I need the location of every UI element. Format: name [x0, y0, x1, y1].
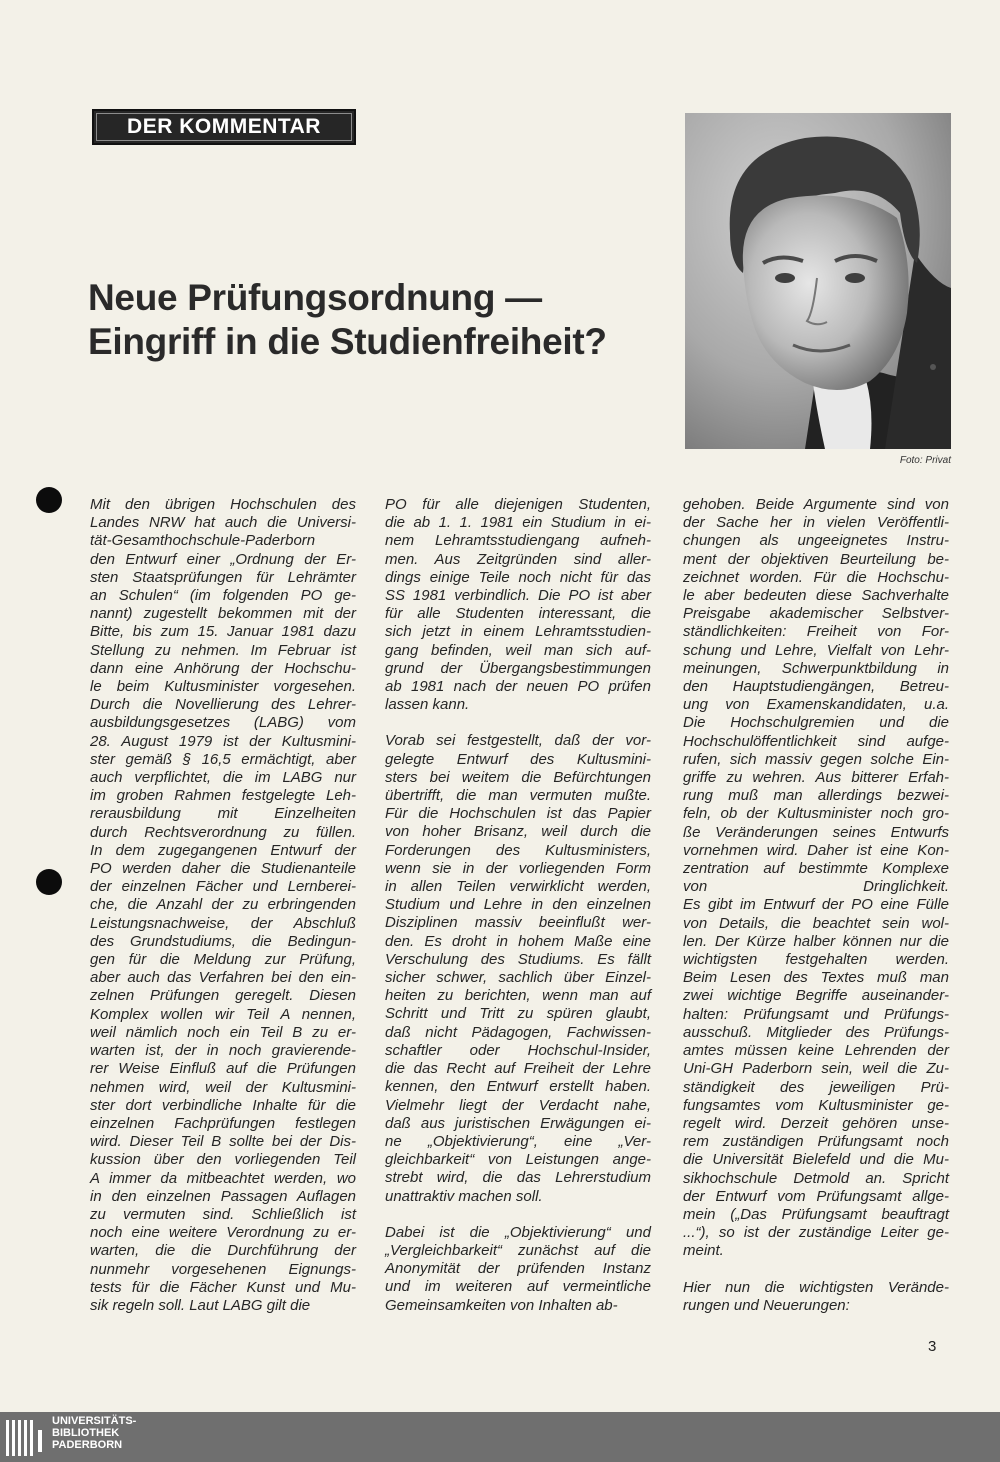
- article-text-line: durch Rechtsverordnung zu füllen.: [90, 823, 356, 841]
- library-logo-icon: [6, 1418, 46, 1458]
- article-text-line: fungsamtes vom Kultusminister ge-: [683, 1096, 949, 1114]
- article-text-line: Verschulung des Studiums. Es fällt: [385, 950, 651, 968]
- article-column-3: [683, 496, 949, 1315]
- article-text-line: Disziplinen massiv beeinflußt wer-: [385, 914, 651, 932]
- article-text-line: sters bei weitem die Befürchtungen: [385, 768, 651, 786]
- article-text-line: dings einige Teile noch nicht für das: [385, 568, 651, 586]
- article-text-line: strebt wird, die das Lehrerstudium: [385, 1169, 651, 1187]
- article-text-line: kennen, den Entwurf erstellt haben.: [385, 1078, 651, 1096]
- article-text-line: Für die Hochschulen ist das Papier: [385, 805, 651, 823]
- article-text-line: „Vergleichbarkeit“ zunächst auf die: [385, 1241, 651, 1259]
- article-text-line: und im weiteren auf vermeintliche: [385, 1278, 651, 1296]
- library-logo-text: [52, 1415, 136, 1451]
- article-text-line: Stellung zu nehmen. Im Februar ist: [90, 641, 356, 659]
- article-text-line: der einzelnen Fächer und Lernberei-: [90, 878, 356, 896]
- article-text-line: an Schulen“ (im folgenden PO ge-: [90, 587, 356, 605]
- article-text-line: unattraktiv machen soll.: [385, 1187, 543, 1205]
- article-column-2: [385, 496, 651, 1315]
- article-text-line: regelt wird. Derzeit gehören unse-: [683, 1114, 949, 1132]
- article-text-line: grund der Übergangsbestimmungen: [385, 659, 651, 677]
- article-text-line: le aber bedeuten diese Sachverhalte: [683, 587, 949, 605]
- article-text-line: rungen und Neuerungen:: [683, 1296, 850, 1314]
- article-text-line: Vielmehr liegt der Verdacht nahe,: [385, 1096, 651, 1114]
- article-text-line: gehoben. Beide Argumente sind von: [683, 496, 949, 513]
- article-text-line: wird. Dieser Teil B sollte bei der Dis-: [90, 1133, 356, 1151]
- article-text-line: ung von Examenskandidaten, u.a.: [683, 696, 949, 714]
- article-text-line: 28. August 1979 ist der Kultusmini-: [90, 732, 356, 750]
- library-logo-line: UNIVERSITÄTS-: [52, 1415, 137, 1427]
- article-text-line: len. Der Kürze halber können nur die: [683, 932, 949, 950]
- article-text-line: tät-Gesamthochschule-Paderborn: [90, 532, 316, 550]
- article-text-line: der Sache her in vielen Veröffentli-: [683, 514, 949, 532]
- library-footer-bar: [0, 1412, 1000, 1462]
- article-text-line: Vorab sei festgestellt, daß der vor-: [385, 732, 651, 750]
- article-text-line: die ab 1. 1. 1981 ein Studium in ei-: [385, 514, 651, 532]
- article-text-line: A immer da mitbeachtet werden, wo: [90, 1169, 356, 1187]
- article-text-line: nem Lehramtsstudiengang aufneh-: [385, 532, 651, 550]
- article-text-line: im groben Rahmen festgelegte Leh-: [90, 787, 356, 805]
- article-text-line: Preisgabe akademischer Selbstver-: [683, 605, 949, 623]
- article-text-line: zu vermuten sind. Schließlich ist: [90, 1205, 356, 1223]
- article-text-line: den Hauptstudiengängen, Betreu-: [683, 678, 949, 696]
- author-portrait-photo: [685, 113, 951, 449]
- article-text-line: zentration auf bestimmte Komplexe: [683, 860, 949, 878]
- article-text-line: PO für alle diejenigen Studenten,: [385, 496, 651, 513]
- article-text-line: le beim Kultusminister vorgesehen.: [90, 678, 356, 696]
- article-text-line: mein („Das Prüfungsamt beauftragt: [683, 1205, 949, 1223]
- paragraph-gap: [683, 1261, 949, 1279]
- article-text-line: PO werden daher die Studienanteile: [90, 860, 356, 878]
- article-text-line: men. Aus Zeitgründen sind aller-: [385, 550, 651, 568]
- article-text-line: die Universität Bielefeld und die Mu-: [683, 1151, 949, 1169]
- article-text-line: von Dringlichkeit.: [683, 878, 949, 896]
- article-text-line: sikhochschule Detmold an. Spricht: [683, 1169, 949, 1187]
- article-text-line: noch eine weitere Verordnung zu er-: [90, 1224, 356, 1242]
- article-text-line: dann eine Anhörung der Hochschu-: [90, 659, 356, 677]
- article-text-line: ab 1981 nach der neuen PO prüfen: [385, 678, 651, 696]
- article-text-line: wenn sie in der vorliegenden Form: [385, 859, 651, 877]
- article-text-line: zwei wichtige Begriffe auseinander-: [683, 987, 949, 1005]
- article-text-line: ne „Objektivierung“, eine „Ver-: [385, 1132, 651, 1150]
- article-text-line: in allen Teilen verwirklicht werden,: [385, 878, 651, 896]
- article-text-line: schaftler oder Hochschul-Insider,: [385, 1041, 651, 1059]
- article-text-line: gen für die Meldung zur Prüfung,: [90, 951, 356, 969]
- article-text-line: nehmen wird, weil der Kultusmini-: [90, 1078, 356, 1096]
- article-text-line: daß aus juristischen Erwägungen ei-: [385, 1114, 651, 1132]
- article-text-line: übertrifft, die man vermuten mußte.: [385, 787, 651, 805]
- article-text-line: Bitte, bis zum 15. Januar 1981 dazu: [90, 623, 356, 641]
- article-text-line: nannt) zugestellt bekommen mit der: [90, 605, 356, 623]
- article-text-line: griffe zu wehren. Aus bitterer Erfah-: [683, 769, 949, 787]
- article-text-line: rufen, sich massiv gegen solche Ein-: [683, 750, 949, 768]
- article-text-line: auch verpflichtet, die im LABG nur: [90, 769, 356, 787]
- article-text-line: schung und Lehre, Vielfalt von Lehr-: [683, 641, 949, 659]
- article-text-line: ausbildungsgesetzes (LABG) vom: [90, 714, 356, 732]
- article-text-line: SS 1981 verbindlich. Die PO ist aber: [385, 587, 651, 605]
- article-text-line: chungen als ungeeignetes Instru-: [683, 532, 949, 550]
- article-text-line: warten, die die Durchführung der: [90, 1242, 356, 1260]
- article-text-line: daß nicht Pädagogen, Fachwissen-: [385, 1023, 651, 1041]
- article-text-line: Durch die Novellierung des Lehrer-: [90, 696, 356, 714]
- article-text-line: ständigkeit des jeweiligen Prü-: [683, 1078, 949, 1096]
- article-text-line: einzelnen Fachprüfungen festlegen: [90, 1114, 356, 1132]
- article-text-line: Schritt und Tritt zu spüren glaubt,: [385, 1005, 651, 1023]
- article-text-line: ständlichkeiten: Freiheit von For-: [683, 623, 949, 641]
- article-text-line: zeichnet worden. Für die Hochschu-: [683, 568, 949, 586]
- article-text-line: vornehmen wird. Daher ist eine Kon-: [683, 841, 949, 859]
- article-text-line: ...“), so ist der zuständige Leiter ge-: [683, 1224, 949, 1242]
- paragraph-gap: [385, 714, 651, 732]
- article-text-line: für alle Studenten interessant, die: [385, 605, 651, 623]
- section-kicker: [92, 109, 356, 145]
- article-text-line: warten ist, der in noch gravierende-: [90, 1042, 356, 1060]
- article-text-line: von Details, die beachtet sein wol-: [683, 914, 949, 932]
- article-text-line: Beim Lesen des Textes muß man: [683, 969, 949, 987]
- article-text-line: feln, ob der Kultusminister noch gro-: [683, 805, 949, 823]
- photo-caption: Foto: Privat: [899, 455, 951, 466]
- library-logo-line: BIBLIOTHEK: [52, 1427, 120, 1439]
- article-text-line: von hoher Brisanz, weil durch die: [385, 823, 651, 841]
- page-number: 3: [928, 1338, 937, 1355]
- article-text-line: den. Es droht in hohem Maße eine: [385, 932, 651, 950]
- article-text-line: ausschuß. Mitglieder des Prüfungs-: [683, 1023, 949, 1041]
- article-text-line: Hochschulöffentlichkeit sind aufge-: [683, 732, 949, 750]
- article-text-line: meint.: [683, 1242, 724, 1260]
- article-text-line: ster dort verbindliche Inhalte für die: [90, 1096, 356, 1114]
- article-text-line: sich jetzt in einem Lehramtsstudien-: [385, 623, 651, 641]
- article-text-line: halten: Prüfungsamt und Prüfungs-: [683, 1005, 949, 1023]
- article-text-line: Dabei ist die „Objektivierung“ und: [385, 1223, 651, 1241]
- article-text-line: gleichbarkeit“ von Leistungen ange-: [385, 1151, 651, 1169]
- article-text-line: Forderungen des Kultusministers,: [385, 841, 651, 859]
- punch-hole: [36, 487, 62, 513]
- article-text-line: meinungen, Schwerpunktbildung in: [683, 659, 949, 677]
- article-text-line: kussion über den vorliegenden Teil: [90, 1151, 356, 1169]
- article-text-line: sicher schwer, sachlich über Einzel-: [385, 969, 651, 987]
- article-text-line: Landes NRW hat auch die Universi-: [90, 514, 356, 532]
- article-text-line: gelegte Entwurf des Kultusmini-: [385, 750, 651, 768]
- article-text-line: Hier nun die wichtigsten Verände-: [683, 1278, 949, 1296]
- article-text-line: Gemeinsamkeiten von Inhalten ab-: [385, 1296, 618, 1314]
- article-text-line: Leistungsnachweise, der Abschluß: [90, 914, 356, 932]
- article-text-line: aber auch das Verfahren bei den ein-: [90, 969, 356, 987]
- article-text-line: gang befinden, weil man sich auf-: [385, 641, 651, 659]
- headline: [88, 276, 678, 364]
- article-text-line: rem zuständigen Prüfungsamt noch: [683, 1133, 949, 1151]
- article-text-line: zelnen Prüfungen geregelt. Diesen: [90, 987, 356, 1005]
- article-text-line: sik regeln soll. Laut LABG gilt die: [90, 1296, 311, 1314]
- article-text-line: ße Veränderungen seines Entwurfs: [683, 823, 949, 841]
- article-text-line: Anonymität der prüfenden Instanz: [385, 1260, 651, 1278]
- article-text-line: In dem zugegangenen Entwurf der: [90, 841, 356, 859]
- article-text-line: der Entwurf vom Prüfungsamt allge-: [683, 1187, 949, 1205]
- article-text-line: Die Hochschulgremien und die: [683, 714, 949, 732]
- article-text-line: in den einzelnen Passagen Auflagen: [90, 1187, 356, 1205]
- article-text-line: Komplex wollen wir Teil A nennen,: [90, 1005, 356, 1023]
- article-column-1: [90, 496, 356, 1315]
- article-text-line: Mit den übrigen Hochschulen des: [90, 496, 356, 513]
- article-text-line: nunmehr vorgesehenen Eignungs-: [90, 1260, 356, 1278]
- article-text-line: lassen kann.: [385, 696, 470, 714]
- article-text-line: wichtigsten festgehalten werden.: [683, 951, 949, 969]
- article-text-line: tests für die Fächer Kunst und Mu-: [90, 1278, 356, 1296]
- article-text-line: Es gibt im Entwurf der PO eine Fülle: [683, 896, 949, 914]
- punch-hole: [36, 869, 62, 895]
- article-text-line: des Grundstudiums, die Bedingun-: [90, 932, 356, 950]
- article-text-line: amtes müssen keine Lehrenden der: [683, 1042, 949, 1060]
- headline-line: Neue Prüfungsordnung —: [88, 277, 542, 318]
- article-text-line: ment der objektiven Beurteilung be-: [683, 550, 949, 568]
- section-kicker-label: DER KOMMENTAR: [96, 113, 352, 141]
- article-text-line: Studium und Lehre in den einzelnen: [385, 896, 651, 914]
- article-text-line: ster gemäß § 16,5 ermächtigt, aber: [90, 750, 356, 768]
- paragraph-gap: [385, 1206, 651, 1224]
- article-text-line: rerausbildung mit Einzelheiten: [90, 805, 356, 823]
- article-text-line: weil nämlich noch ein Teil B zu er-: [90, 1023, 356, 1041]
- article-text-line: sten Staatsprüfungen für Lehrämter: [90, 568, 356, 586]
- article-text-line: den Entwurf einer „Ordnung der Er-: [90, 550, 356, 568]
- library-logo-line: PADERBORN: [52, 1439, 123, 1451]
- article-text-line: che, die Anzahl der zu erbringenden: [90, 896, 356, 914]
- article-text-line: rer Weise Einfluß auf die Prüfungen: [90, 1060, 356, 1078]
- headline-line: Eingriff in die Studienfreiheit?: [88, 321, 607, 362]
- article-text-line: heiten zu berichten, wenn man auf: [385, 987, 651, 1005]
- article-text-line: rung muß man allerdings bezwei-: [683, 787, 949, 805]
- article-text-line: Uni-GH Paderborn sein, weil die Zu-: [683, 1060, 949, 1078]
- article-text-line: die das Recht auf Freiheit der Lehre: [385, 1060, 651, 1078]
